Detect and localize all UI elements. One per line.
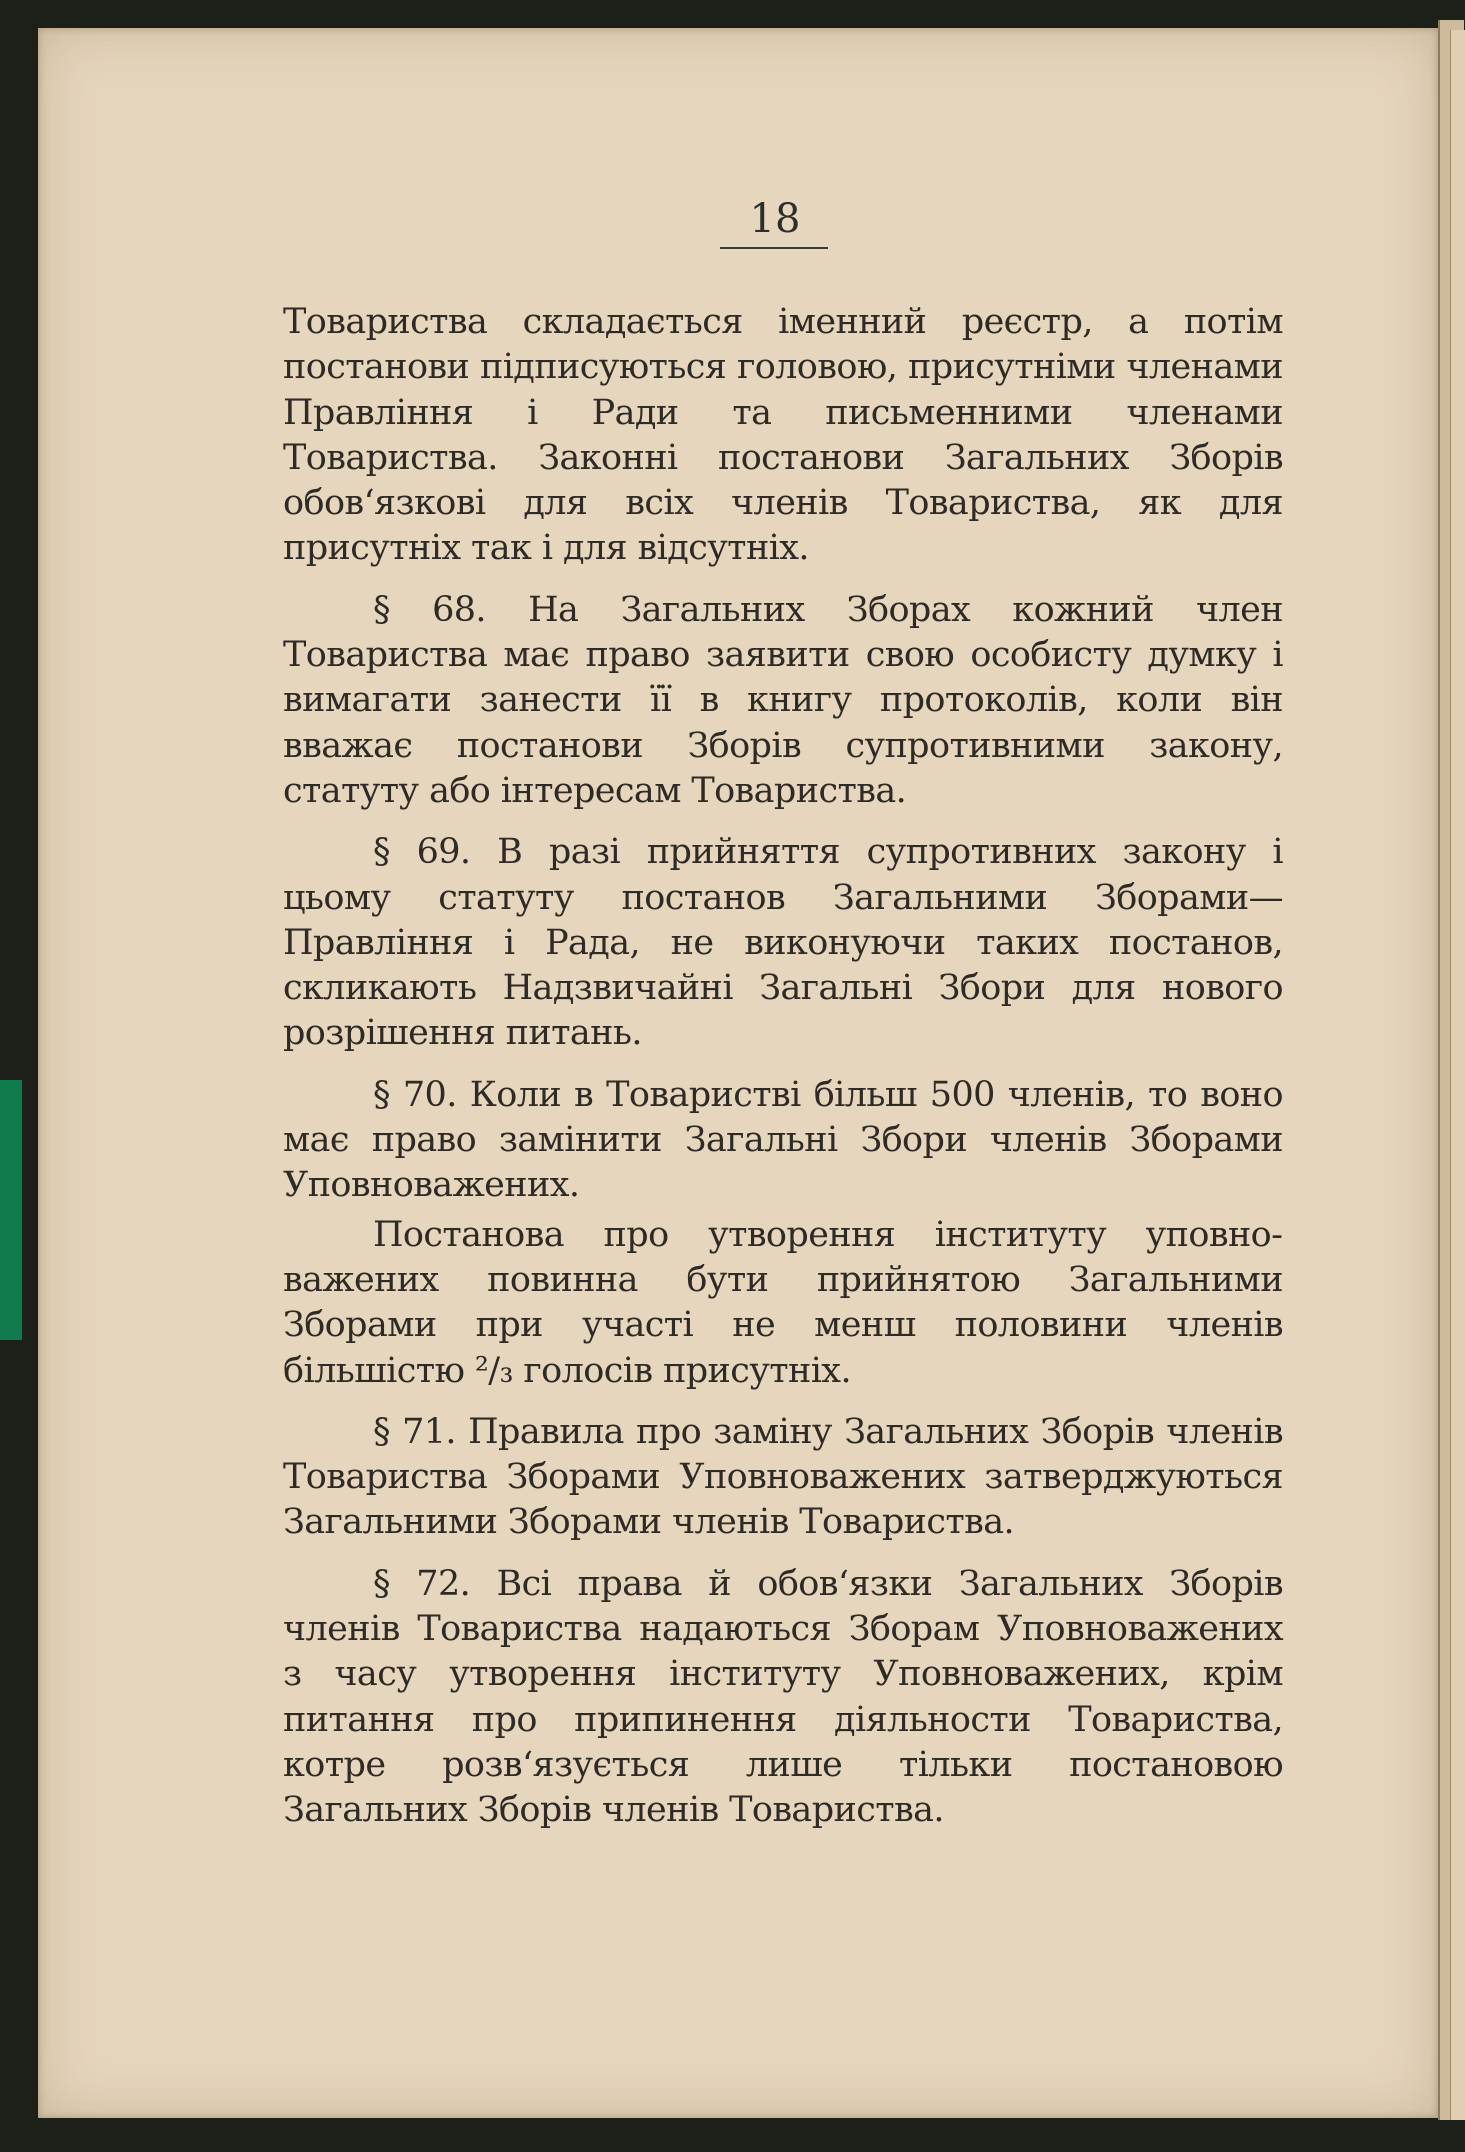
paragraph-section-72: § 72. Всі права й обов‘язки Загальних Зборів членів Товариства надаються Зборам Уповноважених з часу утворення інституту Уповноважених, крім питання про припинення діяльности Товариства, котре розв‘язується лише тільки постановою Загальних Зборів членів Товариства. [283,1563,1283,1831]
body-text [283,300,1283,1850]
paragraph-section-69: § 69. В разі прийняття супротивних закону і цьому статуту постанов Загальними Зборами— Правління і Рада, не виконуючи таких постанов, скликають Надзвичайні Загальні Збори для нового розрішення питань. [283,832,1283,1054]
page-number-rule [720,247,828,249]
paragraph-section-68: § 68. На Загальних Зборах кожний член Товариства має право заявити свою особисту думку і вимагати занести її в книгу протоколів, коли він вважає постанови Зборів супротивними закону, статуту або інтересам Товариства. [283,589,1283,811]
next-page-edge-inner [1450,30,1465,2120]
paragraph-continuation: Товариства складається іменний реєстр, а потім постанови підписуються головою, присутніми членами Правління і Ради та письменними членами Товариства. Законні постанови Загальних Зборів обов‘язкові для всіх членів Товариства, як для присутніх так і для відсутніх. [283,302,1283,569]
background-green-edge [0,1080,22,1340]
paragraph-section-70: § 70. Коли в Товаристві більш 500 членів, то воно має право замінити Загальні Збори членів Зборами Уповноважених. [283,1074,1283,1206]
paragraph-section-70-resolution: Постанова про утворення інституту уповноважених повинна бути прийнятою Загальними Зборами при участі не менш половини членів більшістю ²/₃ голосів присутніх. [283,1214,1283,1391]
page-number: 18 [749,196,801,242]
paragraph-section-71: § 71. Правила про заміну Загальних Зборів членів Товариства Зборами Уповноважених затверджуються Загальними Зборами членів Товариства. [283,1411,1283,1543]
